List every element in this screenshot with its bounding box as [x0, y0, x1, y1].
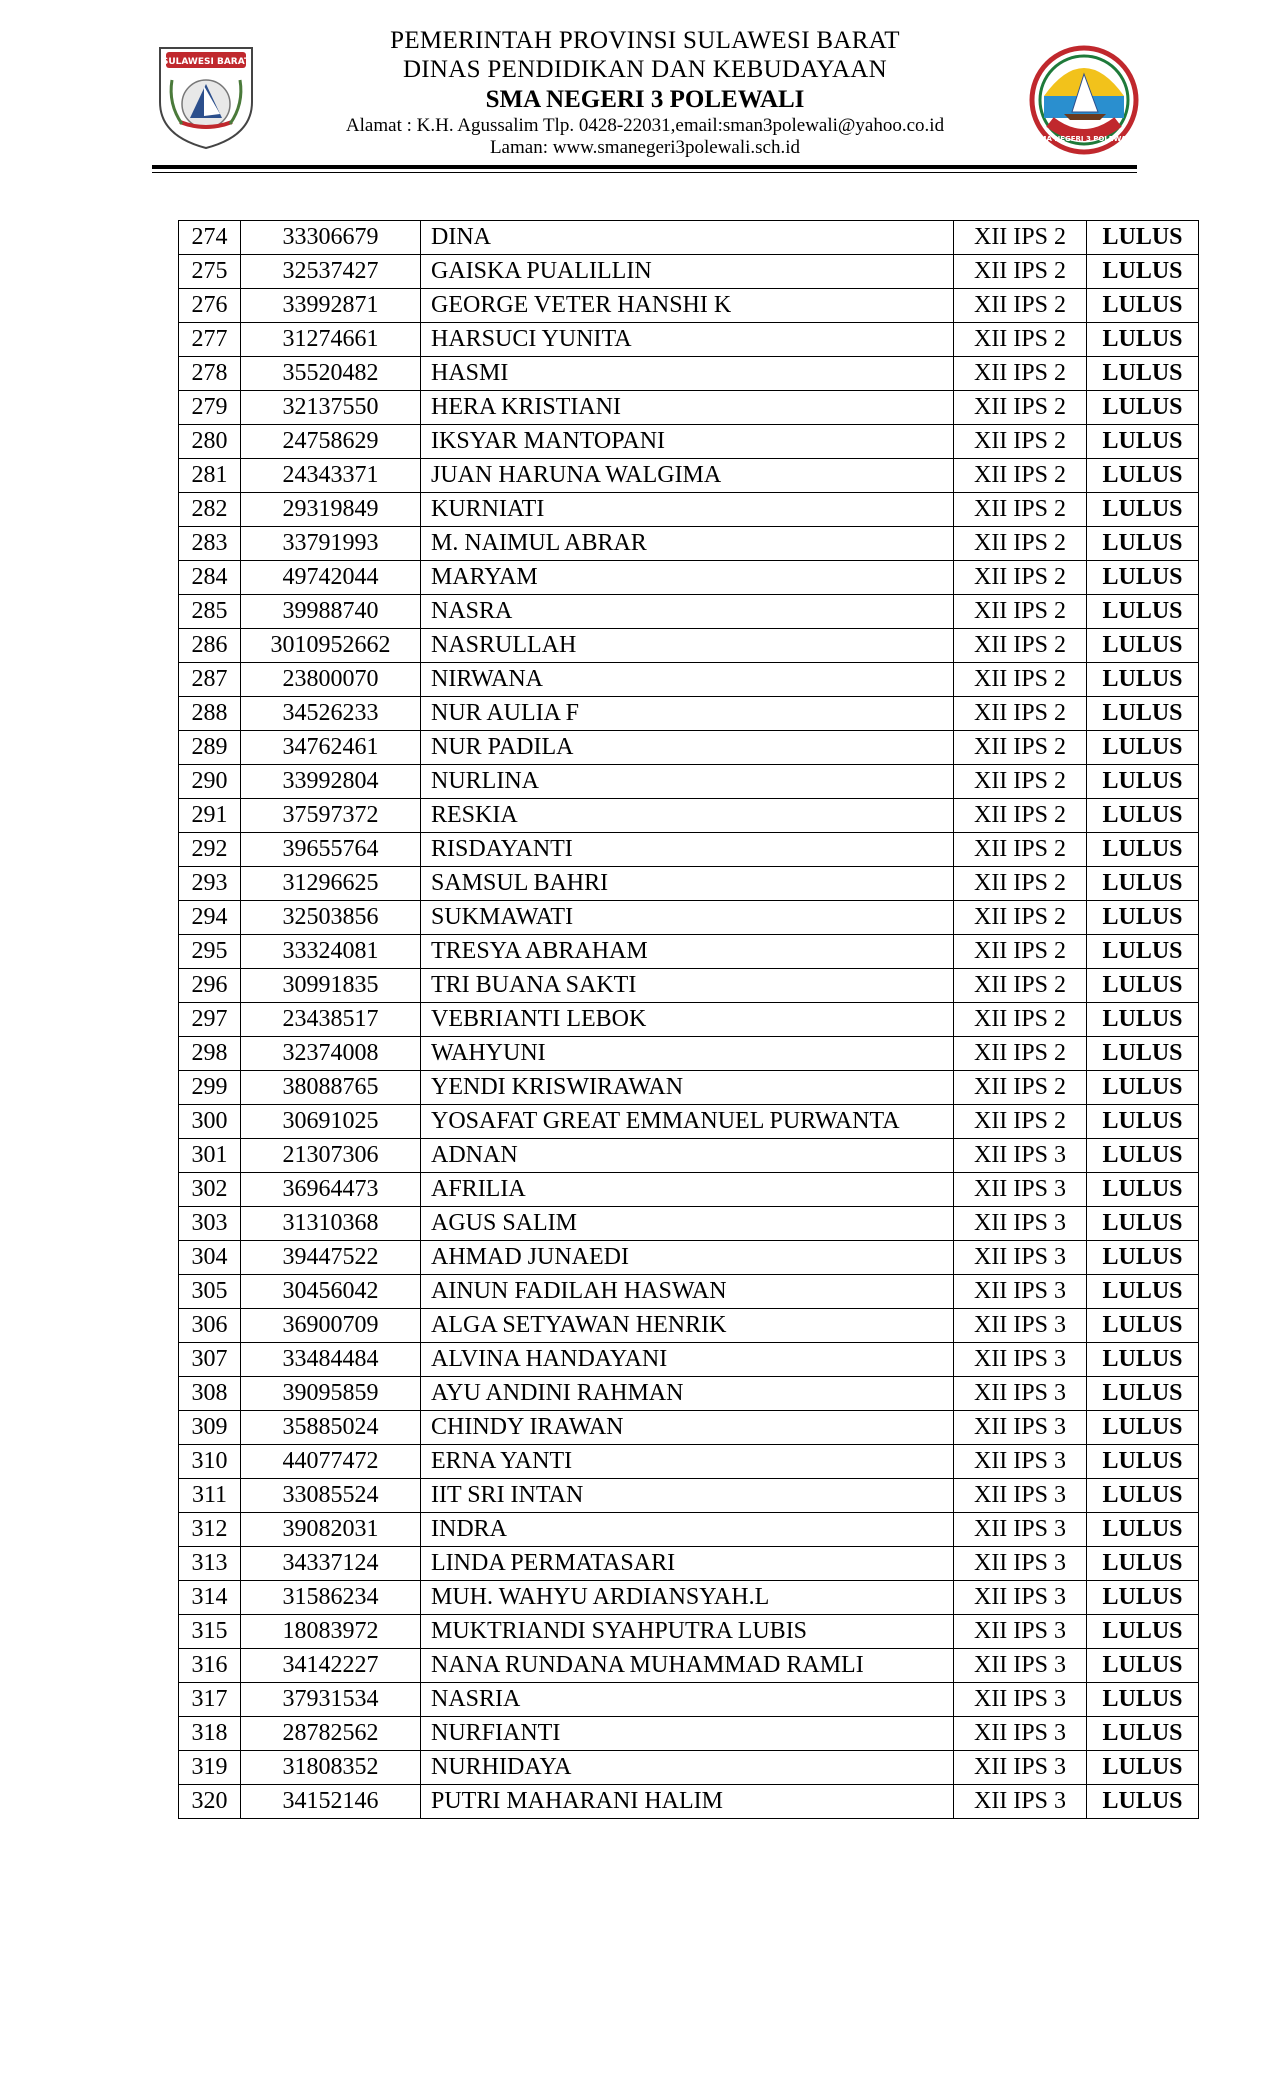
status-cell: LULUS [1087, 527, 1199, 561]
status-cell: LULUS [1087, 1139, 1199, 1173]
student-name-cell: ALVINA HANDAYANI [421, 1343, 954, 1377]
nisn-cell: 31274661 [241, 323, 421, 357]
nisn-cell: 37931534 [241, 1683, 421, 1717]
class-cell: XII IPS 2 [954, 731, 1087, 765]
class-cell: XII IPS 3 [954, 1207, 1087, 1241]
class-cell: XII IPS 2 [954, 765, 1087, 799]
student-name-cell: AHMAD JUNAEDI [421, 1241, 954, 1275]
status-cell: LULUS [1087, 493, 1199, 527]
row-number-cell: 297 [179, 1003, 241, 1037]
row-number-cell: 294 [179, 901, 241, 935]
table-row [179, 1547, 1199, 1581]
nisn-cell: 32374008 [241, 1037, 421, 1071]
class-cell: XII IPS 2 [954, 867, 1087, 901]
graduation-table [178, 220, 1199, 1819]
table-row [179, 357, 1199, 391]
nisn-cell: 33324081 [241, 935, 421, 969]
class-cell: XII IPS 3 [954, 1513, 1087, 1547]
status-cell: LULUS [1087, 357, 1199, 391]
student-name-cell: RISDAYANTI [421, 833, 954, 867]
status-cell: LULUS [1087, 289, 1199, 323]
class-cell: XII IPS 2 [954, 255, 1087, 289]
status-cell: LULUS [1087, 1717, 1199, 1751]
table-row [179, 1479, 1199, 1513]
row-number-cell: 292 [179, 833, 241, 867]
department-name: DINAS PENDIDIKAN DAN KEBUDAYAAN [402, 56, 888, 83]
status-cell: LULUS [1087, 1207, 1199, 1241]
nisn-cell: 39447522 [241, 1241, 421, 1275]
status-cell: LULUS [1087, 1071, 1199, 1105]
status-cell: LULUS [1087, 663, 1199, 697]
class-cell: XII IPS 3 [954, 1479, 1087, 1513]
row-number-cell: 318 [179, 1717, 241, 1751]
status-cell: LULUS [1087, 765, 1199, 799]
student-name-cell: TRESYA ABRAHAM [421, 935, 954, 969]
class-cell: XII IPS 2 [954, 697, 1087, 731]
status-cell: LULUS [1087, 935, 1199, 969]
class-cell: XII IPS 3 [954, 1309, 1087, 1343]
row-number-cell: 309 [179, 1411, 241, 1445]
class-cell: XII IPS 2 [954, 595, 1087, 629]
table-row [179, 1037, 1199, 1071]
letterhead [150, 26, 1140, 172]
class-cell: XII IPS 3 [954, 1275, 1087, 1309]
student-name-cell: TRI BUANA SAKTI [421, 969, 954, 1003]
nisn-cell: 33085524 [241, 1479, 421, 1513]
student-name-cell: NUR AULIA F [421, 697, 954, 731]
nisn-cell: 39095859 [241, 1377, 421, 1411]
nisn-cell: 24343371 [241, 459, 421, 493]
row-number-cell: 308 [179, 1377, 241, 1411]
status-cell: LULUS [1087, 697, 1199, 731]
table-row [179, 1411, 1199, 1445]
row-number-cell: 302 [179, 1173, 241, 1207]
class-cell: XII IPS 2 [954, 935, 1087, 969]
nisn-cell: 31808352 [241, 1751, 421, 1785]
letterhead-text [275, 26, 1015, 159]
student-name-cell: AGUS SALIM [421, 1207, 954, 1241]
school-emblem-icon [1028, 44, 1140, 156]
status-cell: LULUS [1087, 391, 1199, 425]
nisn-cell: 39082031 [241, 1513, 421, 1547]
class-cell: XII IPS 2 [954, 1003, 1087, 1037]
class-cell: XII IPS 2 [954, 425, 1087, 459]
table-row [179, 969, 1199, 1003]
row-number-cell: 304 [179, 1241, 241, 1275]
class-cell: XII IPS 3 [954, 1547, 1087, 1581]
table-row [179, 221, 1199, 255]
student-name-cell: KURNIATI [421, 493, 954, 527]
nisn-cell: 33306679 [241, 221, 421, 255]
student-name-cell: DINA [421, 221, 954, 255]
status-cell: LULUS [1087, 1411, 1199, 1445]
status-cell: LULUS [1087, 1751, 1199, 1785]
status-cell: LULUS [1087, 901, 1199, 935]
student-name-cell: ERNA YANTI [421, 1445, 954, 1479]
status-cell: LULUS [1087, 1037, 1199, 1071]
status-cell: LULUS [1087, 1275, 1199, 1309]
student-name-cell: NASRIA [421, 1683, 954, 1717]
student-name-cell: JUAN HARUNA WALGIMA [421, 459, 954, 493]
row-number-cell: 307 [179, 1343, 241, 1377]
table-row [179, 1105, 1199, 1139]
nisn-cell: 33484484 [241, 1343, 421, 1377]
status-cell: LULUS [1087, 1343, 1199, 1377]
student-name-cell: HARSUCI YUNITA [421, 323, 954, 357]
class-cell: XII IPS 3 [954, 1751, 1087, 1785]
class-cell: XII IPS 2 [954, 1037, 1087, 1071]
table-row [179, 289, 1199, 323]
student-name-cell: NURFIANTI [421, 1717, 954, 1751]
table-row [179, 595, 1199, 629]
table-row [179, 255, 1199, 289]
row-number-cell: 298 [179, 1037, 241, 1071]
class-cell: XII IPS 2 [954, 527, 1087, 561]
left-logo-text: SULAWESI BARAT [161, 57, 251, 67]
row-number-cell: 288 [179, 697, 241, 731]
nisn-cell: 30991835 [241, 969, 421, 1003]
status-cell: LULUS [1087, 629, 1199, 663]
status-cell: LULUS [1087, 425, 1199, 459]
row-number-cell: 305 [179, 1275, 241, 1309]
row-number-cell: 284 [179, 561, 241, 595]
status-cell: LULUS [1087, 1003, 1199, 1037]
nisn-cell: 34152146 [241, 1785, 421, 1819]
nisn-cell: 32503856 [241, 901, 421, 935]
row-number-cell: 287 [179, 663, 241, 697]
status-cell: LULUS [1087, 731, 1199, 765]
status-cell: LULUS [1087, 1513, 1199, 1547]
nisn-cell: 18083972 [241, 1615, 421, 1649]
class-cell: XII IPS 2 [954, 493, 1087, 527]
class-cell: XII IPS 2 [954, 561, 1087, 595]
class-cell: XII IPS 3 [954, 1445, 1087, 1479]
class-cell: XII IPS 3 [954, 1785, 1087, 1819]
table-row [179, 459, 1199, 493]
table-row [179, 1649, 1199, 1683]
student-name-cell: NUR PADILA [421, 731, 954, 765]
table-row [179, 697, 1199, 731]
provincial-emblem-icon [150, 40, 262, 150]
row-number-cell: 301 [179, 1139, 241, 1173]
row-number-cell: 320 [179, 1785, 241, 1819]
student-name-cell: NANA RUNDANA MUHAMMAD RAMLI [421, 1649, 954, 1683]
nisn-cell: 35520482 [241, 357, 421, 391]
student-name-cell: MUH. WAHYU ARDIANSYAH.L [421, 1581, 954, 1615]
government-name: PEMERINTAH PROVINSI SULAWESI BARAT [390, 27, 900, 54]
row-number-cell: 276 [179, 289, 241, 323]
row-number-cell: 312 [179, 1513, 241, 1547]
table-row [179, 1241, 1199, 1275]
table-row [179, 867, 1199, 901]
status-cell: LULUS [1087, 799, 1199, 833]
row-number-cell: 283 [179, 527, 241, 561]
row-number-cell: 295 [179, 935, 241, 969]
nisn-cell: 3010952662 [241, 629, 421, 663]
class-cell: XII IPS 3 [954, 1649, 1087, 1683]
table-row [179, 1003, 1199, 1037]
table-row [179, 527, 1199, 561]
class-cell: XII IPS 3 [954, 1615, 1087, 1649]
letterhead-rule [152, 165, 1137, 169]
class-cell: XII IPS 2 [954, 459, 1087, 493]
nisn-cell: 33992804 [241, 765, 421, 799]
table-row [179, 629, 1199, 663]
student-name-cell: YENDI KRISWIRAWAN [421, 1071, 954, 1105]
student-name-cell: SUKMAWATI [421, 901, 954, 935]
student-name-cell: RESKIA [421, 799, 954, 833]
table-row [179, 799, 1199, 833]
status-cell: LULUS [1087, 969, 1199, 1003]
school-address: Alamat : K.H. Agussalim Tlp. 0428-22031,email:sman3polewali@yahoo.co.id [345, 115, 945, 136]
row-number-cell: 274 [179, 221, 241, 255]
table-row [179, 1581, 1199, 1615]
row-number-cell: 310 [179, 1445, 241, 1479]
nisn-cell: 28782562 [241, 1717, 421, 1751]
nisn-cell: 23800070 [241, 663, 421, 697]
class-cell: XII IPS 2 [954, 969, 1087, 1003]
class-cell: XII IPS 2 [954, 1105, 1087, 1139]
nisn-cell: 37597372 [241, 799, 421, 833]
status-cell: LULUS [1087, 595, 1199, 629]
class-cell: XII IPS 3 [954, 1581, 1087, 1615]
table-row [179, 323, 1199, 357]
table-row [179, 1683, 1199, 1717]
table-row [179, 1445, 1199, 1479]
table-row [179, 1173, 1199, 1207]
nisn-cell: 36900709 [241, 1309, 421, 1343]
table-row [179, 561, 1199, 595]
row-number-cell: 291 [179, 799, 241, 833]
table-row [179, 765, 1199, 799]
row-number-cell: 299 [179, 1071, 241, 1105]
nisn-cell: 34142227 [241, 1649, 421, 1683]
row-number-cell: 290 [179, 765, 241, 799]
class-cell: XII IPS 3 [954, 1377, 1087, 1411]
table-row [179, 1139, 1199, 1173]
table-row [179, 1785, 1199, 1819]
nisn-cell: 39655764 [241, 833, 421, 867]
nisn-cell: 34762461 [241, 731, 421, 765]
table-row [179, 1717, 1199, 1751]
table-row [179, 663, 1199, 697]
row-number-cell: 275 [179, 255, 241, 289]
status-cell: LULUS [1087, 833, 1199, 867]
row-number-cell: 286 [179, 629, 241, 663]
student-name-cell: AINUN FADILAH HASWAN [421, 1275, 954, 1309]
student-name-cell: MUKTRIANDI SYAHPUTRA LUBIS [421, 1615, 954, 1649]
student-name-cell: IKSYAR MANTOPANI [421, 425, 954, 459]
student-name-cell: ALGA SETYAWAN HENRIK [421, 1309, 954, 1343]
class-cell: XII IPS 2 [954, 391, 1087, 425]
student-name-cell: IIT SRI INTAN [421, 1479, 954, 1513]
student-name-cell: GAISKA PUALILLIN [421, 255, 954, 289]
student-name-cell: NURLINA [421, 765, 954, 799]
letterhead-rule-thin [152, 172, 1137, 173]
table-row [179, 935, 1199, 969]
table-row [179, 731, 1199, 765]
nisn-cell: 31586234 [241, 1581, 421, 1615]
class-cell: XII IPS 3 [954, 1173, 1087, 1207]
table-row [179, 1071, 1199, 1105]
student-name-cell: NASRA [421, 595, 954, 629]
row-number-cell: 293 [179, 867, 241, 901]
student-name-cell: NASRULLAH [421, 629, 954, 663]
class-cell: XII IPS 2 [954, 221, 1087, 255]
nisn-cell: 30691025 [241, 1105, 421, 1139]
class-cell: XII IPS 2 [954, 833, 1087, 867]
student-name-cell: HERA KRISTIANI [421, 391, 954, 425]
nisn-cell: 39988740 [241, 595, 421, 629]
status-cell: LULUS [1087, 1309, 1199, 1343]
row-number-cell: 313 [179, 1547, 241, 1581]
nisn-cell: 29319849 [241, 493, 421, 527]
table-row [179, 1343, 1199, 1377]
row-number-cell: 314 [179, 1581, 241, 1615]
table-row [179, 1275, 1199, 1309]
row-number-cell: 281 [179, 459, 241, 493]
row-number-cell: 300 [179, 1105, 241, 1139]
table-row [179, 425, 1199, 459]
status-cell: LULUS [1087, 255, 1199, 289]
row-number-cell: 306 [179, 1309, 241, 1343]
status-cell: LULUS [1087, 1683, 1199, 1717]
student-name-cell: LINDA PERMATASARI [421, 1547, 954, 1581]
table-row [179, 1615, 1199, 1649]
nisn-cell: 35885024 [241, 1411, 421, 1445]
table-row [179, 833, 1199, 867]
nisn-cell: 31296625 [241, 867, 421, 901]
nisn-cell: 34337124 [241, 1547, 421, 1581]
status-cell: LULUS [1087, 1173, 1199, 1207]
class-cell: XII IPS 3 [954, 1139, 1087, 1173]
student-name-cell: AFRILIA [421, 1173, 954, 1207]
student-name-cell: M. NAIMUL ABRAR [421, 527, 954, 561]
nisn-cell: 33791993 [241, 527, 421, 561]
table-row [179, 1309, 1199, 1343]
row-number-cell: 315 [179, 1615, 241, 1649]
school-name: SMA NEGERI 3 POLEWALI [485, 86, 805, 113]
nisn-cell: 34526233 [241, 697, 421, 731]
table-row [179, 1513, 1199, 1547]
student-name-cell: VEBRIANTI LEBOK [421, 1003, 954, 1037]
nisn-cell: 38088765 [241, 1071, 421, 1105]
row-number-cell: 282 [179, 493, 241, 527]
row-number-cell: 316 [179, 1649, 241, 1683]
student-name-cell: NIRWANA [421, 663, 954, 697]
table-row [179, 391, 1199, 425]
student-name-cell: INDRA [421, 1513, 954, 1547]
student-name-cell: NURHIDAYA [421, 1751, 954, 1785]
student-name-cell: ADNAN [421, 1139, 954, 1173]
class-cell: XII IPS 2 [954, 1071, 1087, 1105]
nisn-cell: 23438517 [241, 1003, 421, 1037]
status-cell: LULUS [1087, 1241, 1199, 1275]
row-number-cell: 279 [179, 391, 241, 425]
status-cell: LULUS [1087, 1785, 1199, 1819]
row-number-cell: 277 [179, 323, 241, 357]
status-cell: LULUS [1087, 323, 1199, 357]
student-name-cell: GEORGE VETER HANSHI K [421, 289, 954, 323]
nisn-cell: 49742044 [241, 561, 421, 595]
table-row [179, 1751, 1199, 1785]
status-cell: LULUS [1087, 1547, 1199, 1581]
student-name-cell: MARYAM [421, 561, 954, 595]
class-cell: XII IPS 2 [954, 663, 1087, 697]
row-number-cell: 317 [179, 1683, 241, 1717]
nisn-cell: 44077472 [241, 1445, 421, 1479]
status-cell: LULUS [1087, 561, 1199, 595]
nisn-cell: 33992871 [241, 289, 421, 323]
nisn-cell: 21307306 [241, 1139, 421, 1173]
status-cell: LULUS [1087, 1445, 1199, 1479]
status-cell: LULUS [1087, 1581, 1199, 1615]
status-cell: LULUS [1087, 1105, 1199, 1139]
table-row [179, 1377, 1199, 1411]
class-cell: XII IPS 3 [954, 1411, 1087, 1445]
row-number-cell: 303 [179, 1207, 241, 1241]
nisn-cell: 30456042 [241, 1275, 421, 1309]
table-row [179, 901, 1199, 935]
class-cell: XII IPS 3 [954, 1683, 1087, 1717]
student-name-cell: YOSAFAT GREAT EMMANUEL PURWANTA [421, 1105, 954, 1139]
class-cell: XII IPS 3 [954, 1343, 1087, 1377]
row-number-cell: 280 [179, 425, 241, 459]
row-number-cell: 285 [179, 595, 241, 629]
status-cell: LULUS [1087, 221, 1199, 255]
nisn-cell: 32137550 [241, 391, 421, 425]
status-cell: LULUS [1087, 1649, 1199, 1683]
status-cell: LULUS [1087, 1615, 1199, 1649]
row-number-cell: 289 [179, 731, 241, 765]
class-cell: XII IPS 2 [954, 289, 1087, 323]
status-cell: LULUS [1087, 1479, 1199, 1513]
row-number-cell: 278 [179, 357, 241, 391]
graduation-table-body [179, 221, 1199, 1819]
table-row [179, 1207, 1199, 1241]
status-cell: LULUS [1087, 1377, 1199, 1411]
class-cell: XII IPS 2 [954, 323, 1087, 357]
row-number-cell: 311 [179, 1479, 241, 1513]
row-number-cell: 319 [179, 1751, 241, 1785]
class-cell: XII IPS 2 [954, 799, 1087, 833]
status-cell: LULUS [1087, 867, 1199, 901]
table-row [179, 493, 1199, 527]
row-number-cell: 296 [179, 969, 241, 1003]
student-name-cell: WAHYUNI [421, 1037, 954, 1071]
student-name-cell: CHINDY IRAWAN [421, 1411, 954, 1445]
student-name-cell: HASMI [421, 357, 954, 391]
school-website: Laman: www.smanegeri3polewali.sch.id [489, 137, 801, 158]
status-cell: LULUS [1087, 459, 1199, 493]
student-name-cell: AYU ANDINI RAHMAN [421, 1377, 954, 1411]
student-name-cell: SAMSUL BAHRI [421, 867, 954, 901]
right-logo-text: SMA NEGERI 3 POLEWALI [1034, 135, 1134, 143]
nisn-cell: 24758629 [241, 425, 421, 459]
class-cell: XII IPS 3 [954, 1717, 1087, 1751]
class-cell: XII IPS 2 [954, 901, 1087, 935]
nisn-cell: 31310368 [241, 1207, 421, 1241]
class-cell: XII IPS 3 [954, 1241, 1087, 1275]
nisn-cell: 32537427 [241, 255, 421, 289]
nisn-cell: 36964473 [241, 1173, 421, 1207]
class-cell: XII IPS 2 [954, 629, 1087, 663]
class-cell: XII IPS 2 [954, 357, 1087, 391]
student-name-cell: PUTRI MAHARANI HALIM [421, 1785, 954, 1819]
